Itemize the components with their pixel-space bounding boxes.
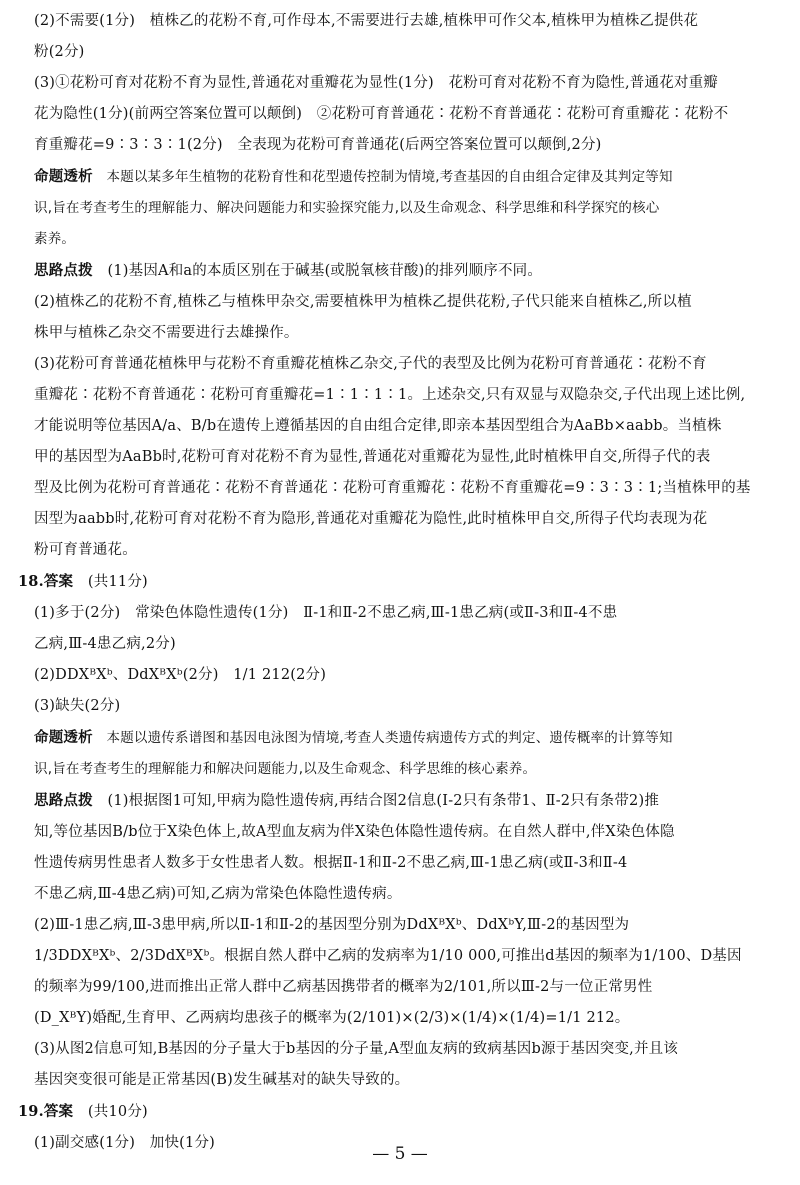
text-line: (2)DDXᴮXᵇ、DdXᴮXᵇ(2分) 1/1 212(2分) xyxy=(34,667,327,683)
question-header xyxy=(18,1096,784,1128)
text-line: 甲的基因型为AaBb时,花粉可育对花粉不育为显性,普通花对重瓣花为显性,此时植株甲自交,所得子代的表 xyxy=(34,449,711,465)
section-heading: 答案 xyxy=(43,573,74,590)
text-line: (3)花粉可育普通花植株甲与花粉不育重瓣花植株乙杂交,子代的表型及比例为花粉可育普通花∶花粉不育 xyxy=(34,356,707,372)
hint-text: (1)根据图1可知,甲病为隐性遗传病,再结合图2信息(Ⅰ-2只有条带1、Ⅱ-2只有条带2)推 xyxy=(92,793,660,809)
text-line: 才能说明等位基因A/a、B/b在遗传上遵循基因的自由组合定律,即亲本基因型组合为AaBb×aabb。当植株 xyxy=(34,418,722,434)
text-line: (D_XᴮY)婚配,生育甲、乙两病均患孩子的概率为(2/101)×(2/3)×(1/4)×(1/4)=1/1 212。 xyxy=(34,1010,630,1026)
text-line: (1)多于(2分) 常染色体隐性遗传(1分) Ⅱ-1和Ⅱ-2不患乙病,Ⅲ-1患乙病(或Ⅱ-3和Ⅱ-4不患 xyxy=(34,605,618,621)
text-line: (1)副交感(1分) 加快(1分) xyxy=(34,1135,216,1151)
text-line xyxy=(34,785,784,817)
text-line: 花为隐性(1分)(前两空答案位置可以颠倒) ②花粉可育普通花∶花粉不育普通花∶花粉可育重瓣花∶花粉不 xyxy=(34,106,729,122)
section-heading: 答案 xyxy=(43,1103,74,1120)
section-heading: 命题透析 xyxy=(34,729,93,746)
answer-text xyxy=(18,6,784,1159)
text-line: (3)①花粉可育对花粉不育为显性,普通花对重瓣花为显性(1分) 花粉可育对花粉不育为隐性,普通花对重瓣 xyxy=(34,75,718,91)
text-line: (2)不需要(1分) 植株乙的花粉不育,可作母本,不需要进行去雄,植株甲可作父本,植株甲为植株乙提供花 xyxy=(34,13,699,29)
section-heading: 思路点拨 xyxy=(34,792,93,809)
question-number: 19. xyxy=(18,1103,44,1120)
text-line: 知,等位基因B/b位于X染色体上,故A型血友病为伴X染色体隐性遗传病。在自然人群中,伴X染色体隐 xyxy=(34,824,675,840)
question-number: 18. xyxy=(18,573,44,590)
text-line: 株甲与植株乙杂交不需要进行去雄操作。 xyxy=(34,325,299,341)
analysis-text: 本题以遗传系谱图和基因电泳图为情境,考查人类遗传病遗传方式的判定、遗传概率的计算等知 xyxy=(92,730,673,746)
text-line: 不患乙病,Ⅲ-4患乙病)可知,乙病为常染色体隐性遗传病。 xyxy=(34,886,402,902)
text-line: (2)植株乙的花粉不育,植株乙与植株甲杂交,需要植株甲为植株乙提供花粉,子代只能来自植株乙,所以植 xyxy=(34,294,692,310)
text-line: 型及比例为花粉可育普通花∶花粉不育普通花∶花粉可育重瓣花∶花粉不育重瓣花=9∶3∶3∶1;当植株甲的基 xyxy=(34,480,751,496)
text-line xyxy=(34,722,784,754)
text-line: (3)缺失(2分) xyxy=(34,698,121,714)
text-line: 基因突变很可能是正常基因(B)发生碱基对的缺失导致的。 xyxy=(34,1072,410,1088)
text-line: (3)从图2信息可知,B基因的分子量大于b基因的分子量,A型血友病的致病基因b源于基因突变,并且该 xyxy=(34,1041,679,1057)
text-line: 粉可育普通花。 xyxy=(34,542,137,558)
analysis-text: 本题以某多年生植物的花粉育性和花型遗传控制为情境,考查基因的自由组合定律及其判定等知 xyxy=(92,169,673,185)
hint-text: (1)基因A和a的本质区别在于碱基(或脱氧核苷酸)的排列顺序不同。 xyxy=(92,263,543,279)
question-header xyxy=(18,566,784,598)
text-line: 识,旨在考查考生的理解能力、解决问题能力和实验探究能力,以及生命观念、科学思维和科学探究的核心 xyxy=(34,200,660,216)
page-number: — 5 — xyxy=(372,1144,428,1164)
text-line: 育重瓣花=9∶3∶3∶1(2分) 全表现为花粉可育普通花(后两空答案位置可以颠倒,2分) xyxy=(34,137,602,153)
text-line: 1/3DDXᴮXᵇ、2/3DdXᴮXᵇ。根据自然人群中乙病的发病率为1/10 000,可推出d基因的频率为1/100、D基因 xyxy=(34,948,742,964)
text-line: 粉(2分) xyxy=(34,44,85,60)
section-heading: 命题透析 xyxy=(34,168,93,185)
text-line: 性遗传病男性患者人数多于女性患者人数。根据Ⅱ-1和Ⅱ-2不患乙病,Ⅲ-1患乙病(或Ⅱ-3和Ⅱ-4 xyxy=(34,855,628,871)
score-note: (共10分) xyxy=(73,1104,148,1120)
section-heading: 思路点拨 xyxy=(34,262,93,279)
text-line: 的频率为99/100,进而推出正常人群中乙病基因携带者的概率为2/101,所以Ⅲ-2与一位正常男性 xyxy=(34,979,653,995)
text-line: (2)Ⅲ-1患乙病,Ⅲ-3患甲病,所以Ⅱ-1和Ⅱ-2的基因型分别为DdXᴮXᵇ、DdXᵇY,Ⅲ-2的基因型为 xyxy=(34,917,630,933)
text-line xyxy=(34,161,784,193)
text-line xyxy=(34,255,784,287)
score-note: (共11分) xyxy=(73,574,148,590)
text-line: 乙病,Ⅲ-4患乙病,2分) xyxy=(34,636,176,652)
text-line: 因型为aabb时,花粉可育对花粉不育为隐形,普通花对重瓣花为隐性,此时植株甲自交,所得子代均表现为花 xyxy=(34,511,708,527)
text-line: 素养。 xyxy=(34,231,76,247)
text-line: 重瓣花∶花粉不育普通花∶花粉可育重瓣花=1∶1∶1∶1。上述杂交,只有双显与双隐杂交,子代出现上述比例, xyxy=(34,387,746,403)
text-line: 识,旨在考查考生的理解能力和解决问题能力,以及生命观念、科学思维的核心素养。 xyxy=(34,761,537,777)
